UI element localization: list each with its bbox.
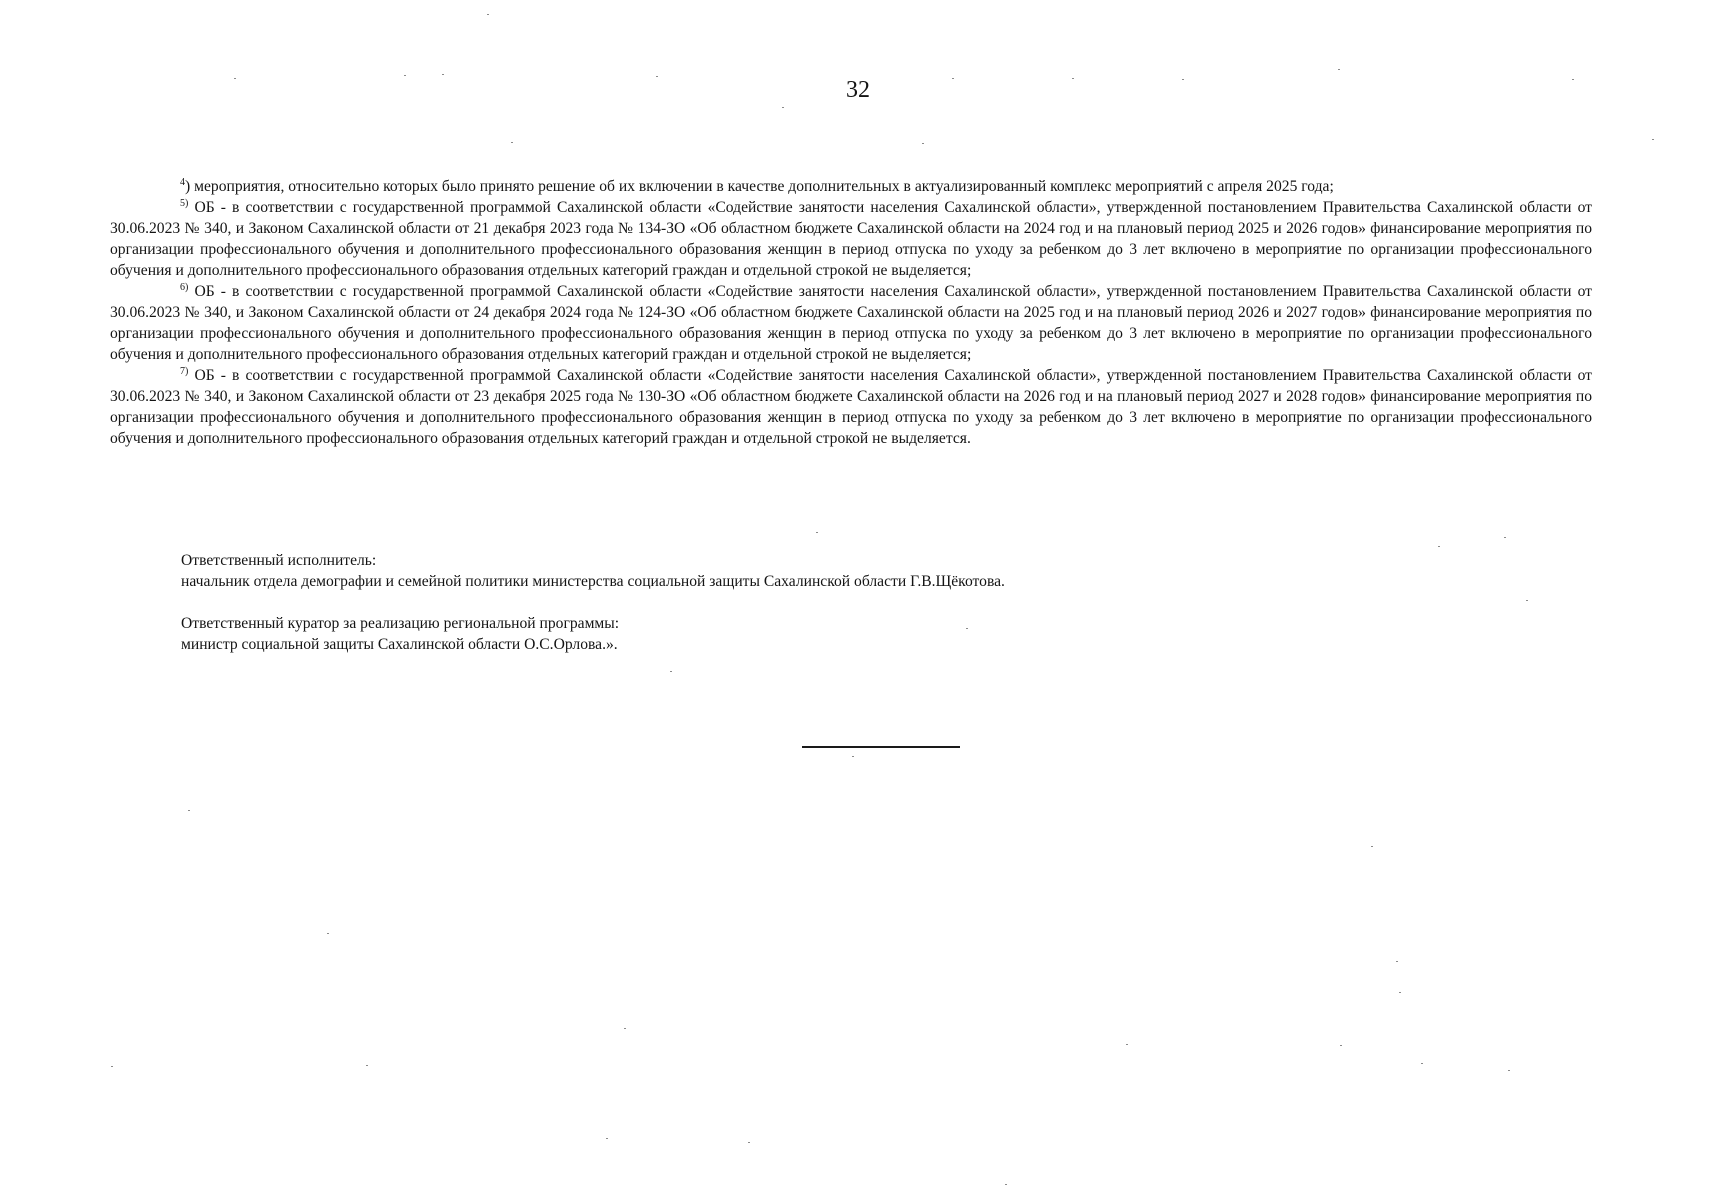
scan-speck — [1438, 546, 1440, 547]
scan-speck — [966, 628, 968, 629]
scan-speck — [670, 671, 672, 672]
scan-speck — [404, 75, 406, 76]
scan-speck — [1072, 78, 1074, 79]
signature-section — [181, 550, 1561, 676]
scan-speck — [111, 1066, 113, 1067]
scan-speck — [624, 1028, 626, 1029]
scan-speck — [442, 74, 444, 75]
scan-speck — [234, 78, 236, 79]
footnote-text: ОБ - в соответствии с государственной программой Сахалинской области «Содействие занятости населения Сахалинской области», утвержденной постановлением Правительства Сахалинской области от 30.06.2023 № 340, и Законом Сахалинской области от 23 декабря 2025 года № 130-ЗО «Об областном бюджете Сахалинской области на 2026 год и на плановый период 2027 и 2028 годов» финансирование мероприятия по организации профессионального обучения и дополнительного профессионального образования женщин в период отпуска по уходу за ребенком до 3 лет включено в мероприятие по организации профессионального обучения и дополнительного профессионального образования отдельных категорий граждан и отдельной строкой не выделяется. — [110, 367, 1592, 447]
footnote-marker: 6) — [180, 281, 189, 293]
signature-title: Ответственный куратор за реализацию региональной программы: — [181, 615, 620, 632]
footnote-5 — [110, 197, 1592, 281]
signature-title: Ответственный исполнитель: — [181, 552, 377, 569]
responsible-curator — [181, 613, 1561, 655]
scan-speck — [1508, 1070, 1510, 1071]
scan-speck — [487, 14, 489, 15]
scan-speck — [922, 143, 924, 144]
scan-speck — [656, 76, 658, 77]
scan-speck — [816, 532, 818, 533]
footnote-marker: 7) — [180, 365, 189, 377]
scan-speck — [1340, 1045, 1342, 1046]
scan-speck — [1652, 139, 1654, 140]
scan-speck — [1396, 961, 1398, 962]
scan-speck — [1371, 846, 1373, 847]
scan-speck — [1526, 600, 1528, 601]
responsible-executor — [181, 550, 1561, 592]
scan-speck — [1005, 1184, 1007, 1185]
footnote-7 — [110, 365, 1592, 449]
footnote-marker: 5) — [180, 197, 189, 209]
scan-speck — [1572, 79, 1574, 80]
footnote-text: ОБ - в соответствии с государственной программой Сахалинской области «Содействие занятости населения Сахалинской области», утвержденной постановлением Правительства Сахалинской области от 30.06.2023 № 340, и Законом Сахалинской области от 21 декабря 2023 года № 134-ЗО «Об областном бюджете Сахалинской области на 2024 год и на плановый период 2025 и 2026 годов» финансирование мероприятия по организации профессионального обучения и дополнительного профессионального образования женщин в период отпуска по уходу за ребенком до 3 лет включено в мероприятие по организации профессионального обучения и дополнительного профессионального образования отдельных категорий граждан и отдельной строкой не выделяется; — [110, 199, 1592, 279]
footnote-text: ОБ - в соответствии с государственной программой Сахалинской области «Содействие занятости населения Сахалинской области», утвержденной постановлением Правительства Сахалинской области от 30.06.2023 № 340, и Законом Сахалинской области от 24 декабря 2024 года № 124-ЗО «Об областном бюджете Сахалинской области на 2025 год и на плановый период 2026 и 2027 годов» финансирование мероприятия по организации профессионального обучения и дополнительного профессионального образования женщин в период отпуска по уходу за ребенком до 3 лет включено в мероприятие по организации профессионального обучения и дополнительного профессионального образования отдельных категорий граждан и отдельной строкой не выделяется; — [110, 283, 1592, 363]
scan-speck — [748, 1142, 750, 1143]
footnote-marker-suffix: ) — [185, 178, 191, 195]
scan-speck — [782, 107, 784, 108]
end-of-document-rule — [802, 746, 960, 748]
scan-speck — [1126, 1044, 1128, 1045]
signature-person: министр социальной защиты Сахалинской области О.С.Орлова.». — [181, 636, 618, 653]
footnotes — [110, 176, 1592, 449]
scan-speck — [511, 142, 513, 143]
signature-person: начальник отдела демографии и семейной политики министерства социальной защиты Сахалинской области Г.В.Щёкотова. — [181, 573, 1005, 590]
footnote-4 — [110, 176, 1592, 197]
scan-speck — [1421, 1063, 1423, 1064]
scan-speck — [366, 1065, 368, 1066]
scan-speck — [1182, 79, 1184, 80]
scan-speck — [1504, 537, 1506, 538]
footnote-marker: 4 — [180, 176, 185, 188]
footnote-text: мероприятия, относительно которых было принято решение об их включении в качестве дополнительных в актуализированный комплекс мероприятий с апреля 2025 года; — [190, 178, 1334, 195]
scan-speck — [952, 78, 954, 79]
scan-speck — [327, 933, 329, 934]
scan-speck — [188, 810, 190, 811]
page-number: 32 — [846, 77, 870, 103]
scan-speck — [1338, 69, 1340, 70]
scan-speck — [852, 756, 854, 757]
scan-speck — [1399, 992, 1401, 993]
scan-speck — [606, 1138, 608, 1139]
footnote-6 — [110, 281, 1592, 365]
